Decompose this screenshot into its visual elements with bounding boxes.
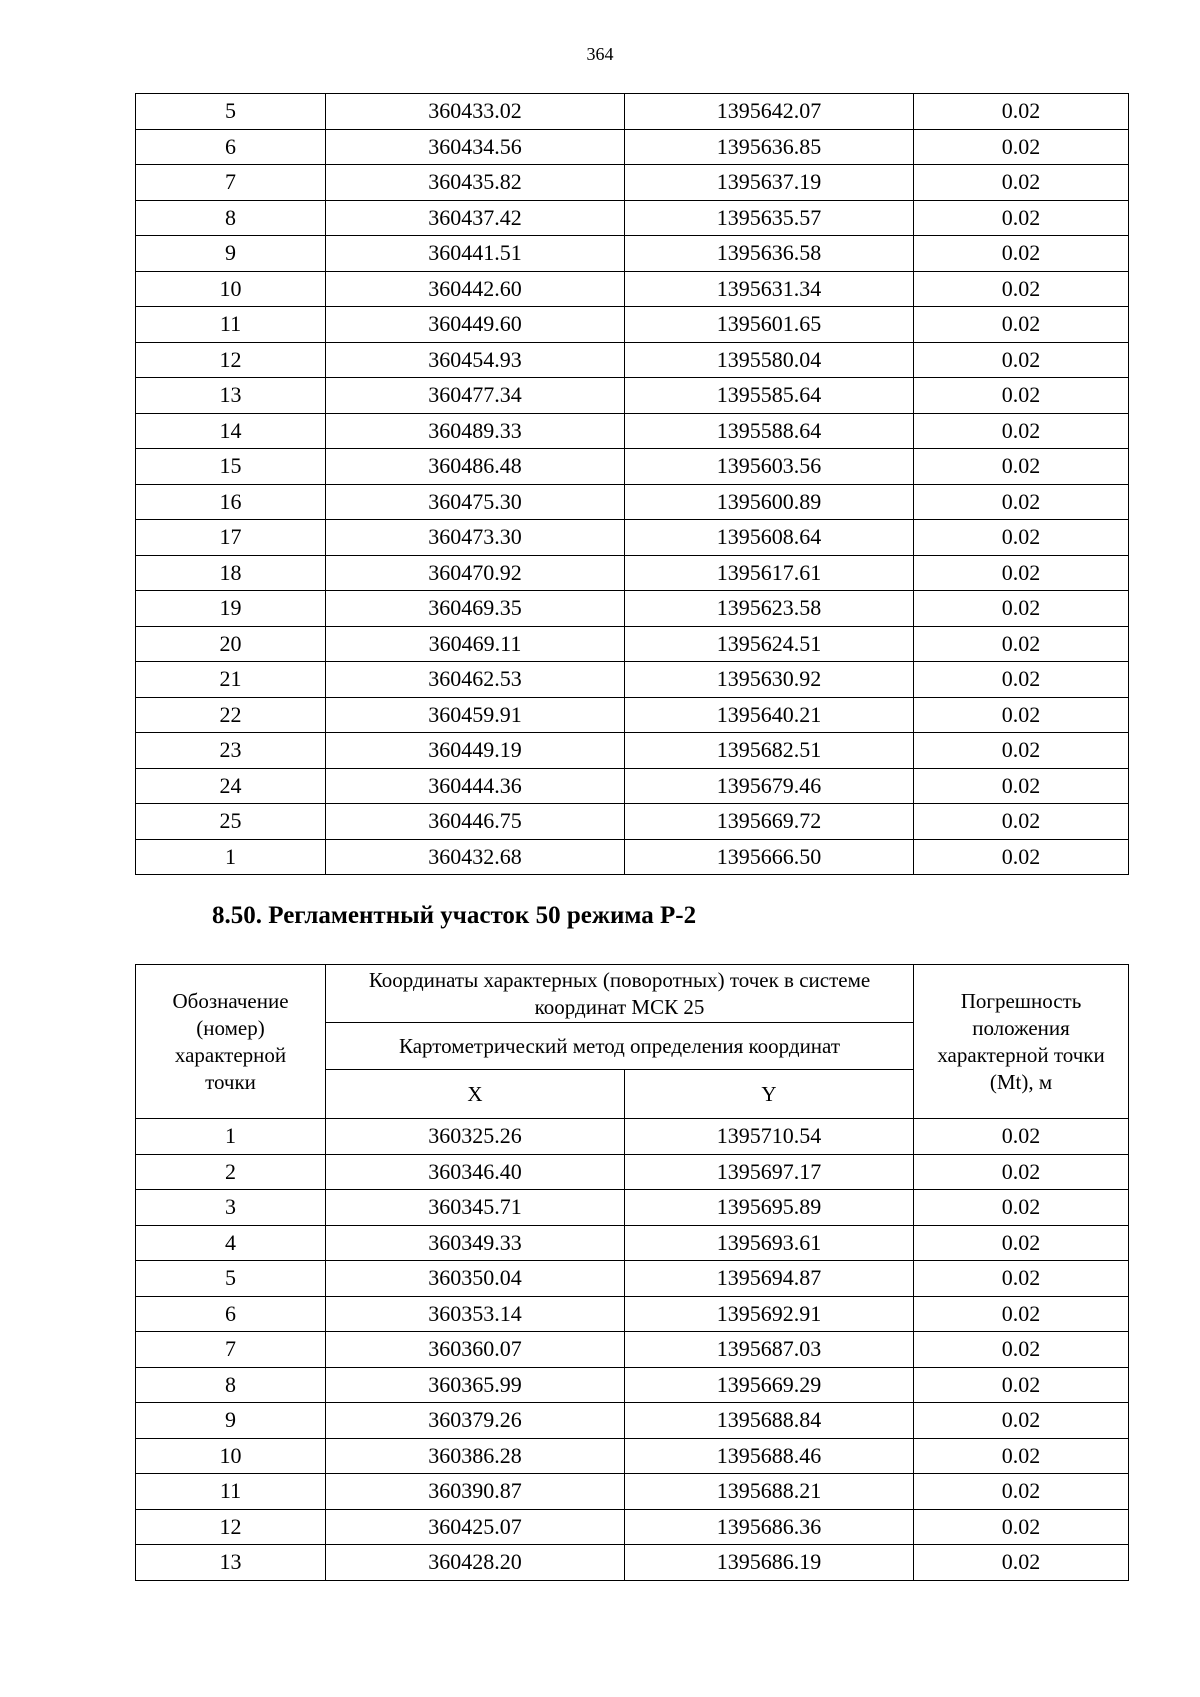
table-header xyxy=(136,965,1129,1119)
point-number-cell: 25 xyxy=(136,804,326,840)
y-coordinate-cell: 1395694.87 xyxy=(625,1261,914,1297)
accuracy-cell: 0.02 xyxy=(914,200,1129,236)
point-number-cell: 4 xyxy=(136,1225,326,1261)
table-row xyxy=(136,662,1129,698)
table-row xyxy=(136,697,1129,733)
table-row xyxy=(136,1225,1129,1261)
x-coordinate-cell: 360353.14 xyxy=(326,1296,625,1332)
accuracy-cell: 0.02 xyxy=(914,1509,1129,1545)
point-number-cell: 9 xyxy=(136,1403,326,1439)
point-number-cell: 13 xyxy=(136,378,326,414)
y-coordinate-cell: 1395631.34 xyxy=(625,271,914,307)
table-row xyxy=(136,484,1129,520)
table-row xyxy=(136,342,1129,378)
point-number-cell: 21 xyxy=(136,662,326,698)
point-number-cell: 1 xyxy=(136,1119,326,1155)
accuracy-cell: 0.02 xyxy=(914,1261,1129,1297)
table-row xyxy=(136,1154,1129,1190)
x-coordinate-cell: 360462.53 xyxy=(326,662,625,698)
y-coordinate-cell: 1395585.64 xyxy=(625,378,914,414)
x-coordinate-cell: 360428.20 xyxy=(326,1545,625,1581)
point-number-cell: 12 xyxy=(136,1509,326,1545)
header-accuracy: Погрешность положения характерной точки (Mt), м xyxy=(914,965,1129,1119)
y-coordinate-cell: 1395637.19 xyxy=(625,165,914,201)
table-row xyxy=(136,1545,1129,1581)
table-row xyxy=(136,449,1129,485)
table-row xyxy=(136,413,1129,449)
y-coordinate-cell: 1395692.91 xyxy=(625,1296,914,1332)
accuracy-cell: 0.02 xyxy=(914,1474,1129,1510)
y-coordinate-cell: 1395669.29 xyxy=(625,1367,914,1403)
accuracy-cell: 0.02 xyxy=(914,768,1129,804)
x-coordinate-cell: 360475.30 xyxy=(326,484,625,520)
x-coordinate-cell: 360449.19 xyxy=(326,733,625,769)
accuracy-cell: 0.02 xyxy=(914,839,1129,875)
table-row xyxy=(136,1474,1129,1510)
x-coordinate-cell: 360379.26 xyxy=(326,1403,625,1439)
table-row xyxy=(136,1190,1129,1226)
accuracy-cell: 0.02 xyxy=(914,1296,1129,1332)
y-coordinate-cell: 1395580.04 xyxy=(625,342,914,378)
point-number-cell: 8 xyxy=(136,200,326,236)
accuracy-cell: 0.02 xyxy=(914,591,1129,627)
x-coordinate-cell: 360360.07 xyxy=(326,1332,625,1368)
header-y: Y xyxy=(625,1070,914,1119)
table-body xyxy=(136,1119,1129,1581)
x-coordinate-cell: 360349.33 xyxy=(326,1225,625,1261)
accuracy-cell: 0.02 xyxy=(914,1332,1129,1368)
point-number-cell: 11 xyxy=(136,1474,326,1510)
point-number-cell: 19 xyxy=(136,591,326,627)
table-row xyxy=(136,94,1129,130)
point-number-cell: 5 xyxy=(136,1261,326,1297)
accuracy-cell: 0.02 xyxy=(914,342,1129,378)
accuracy-cell: 0.02 xyxy=(914,378,1129,414)
x-coordinate-cell: 360449.60 xyxy=(326,307,625,343)
x-coordinate-cell: 360346.40 xyxy=(326,1154,625,1190)
table-row xyxy=(136,591,1129,627)
x-coordinate-cell: 360433.02 xyxy=(326,94,625,130)
point-number-cell: 14 xyxy=(136,413,326,449)
table-row xyxy=(136,733,1129,769)
point-number-cell: 16 xyxy=(136,484,326,520)
accuracy-cell: 0.02 xyxy=(914,484,1129,520)
accuracy-cell: 0.02 xyxy=(914,662,1129,698)
x-coordinate-cell: 360365.99 xyxy=(326,1367,625,1403)
table-row xyxy=(136,271,1129,307)
accuracy-cell: 0.02 xyxy=(914,697,1129,733)
x-coordinate-cell: 360441.51 xyxy=(326,236,625,272)
y-coordinate-cell: 1395686.19 xyxy=(625,1545,914,1581)
y-coordinate-cell: 1395603.56 xyxy=(625,449,914,485)
accuracy-cell: 0.02 xyxy=(914,555,1129,591)
y-coordinate-cell: 1395636.58 xyxy=(625,236,914,272)
point-number-cell: 10 xyxy=(136,1438,326,1474)
y-coordinate-cell: 1395601.65 xyxy=(625,307,914,343)
x-coordinate-cell: 360442.60 xyxy=(326,271,625,307)
point-number-cell: 1 xyxy=(136,839,326,875)
x-coordinate-cell: 360469.11 xyxy=(326,626,625,662)
table-row xyxy=(136,165,1129,201)
table-row xyxy=(136,1438,1129,1474)
table-row xyxy=(136,236,1129,272)
coordinates-table-continued xyxy=(135,93,1129,875)
x-coordinate-cell: 360437.42 xyxy=(326,200,625,236)
y-coordinate-cell: 1395697.17 xyxy=(625,1154,914,1190)
y-coordinate-cell: 1395666.50 xyxy=(625,839,914,875)
y-coordinate-cell: 1395686.36 xyxy=(625,1509,914,1545)
table-row xyxy=(136,768,1129,804)
point-number-cell: 15 xyxy=(136,449,326,485)
y-coordinate-cell: 1395624.51 xyxy=(625,626,914,662)
point-number-cell: 8 xyxy=(136,1367,326,1403)
table-row xyxy=(136,1119,1129,1155)
x-coordinate-cell: 360434.56 xyxy=(326,129,625,165)
point-number-cell: 22 xyxy=(136,697,326,733)
accuracy-cell: 0.02 xyxy=(914,1119,1129,1155)
point-number-cell: 24 xyxy=(136,768,326,804)
point-number-cell: 7 xyxy=(136,1332,326,1368)
table-row xyxy=(136,1403,1129,1439)
accuracy-cell: 0.02 xyxy=(914,236,1129,272)
accuracy-cell: 0.02 xyxy=(914,1438,1129,1474)
x-coordinate-cell: 360386.28 xyxy=(326,1438,625,1474)
point-number-cell: 11 xyxy=(136,307,326,343)
y-coordinate-cell: 1395600.89 xyxy=(625,484,914,520)
x-coordinate-cell: 360470.92 xyxy=(326,555,625,591)
accuracy-cell: 0.02 xyxy=(914,626,1129,662)
y-coordinate-cell: 1395687.03 xyxy=(625,1332,914,1368)
table-row xyxy=(136,520,1129,556)
x-coordinate-cell: 360469.35 xyxy=(326,591,625,627)
x-coordinate-cell: 360454.93 xyxy=(326,342,625,378)
accuracy-cell: 0.02 xyxy=(914,129,1129,165)
y-coordinate-cell: 1395693.61 xyxy=(625,1225,914,1261)
table-row xyxy=(136,555,1129,591)
y-coordinate-cell: 1395642.07 xyxy=(625,94,914,130)
section-heading: 8.50. Регламентный участок 50 режима Р-2 xyxy=(212,902,697,929)
point-number-cell: 18 xyxy=(136,555,326,591)
header-x: X xyxy=(326,1070,625,1119)
accuracy-cell: 0.02 xyxy=(914,520,1129,556)
x-coordinate-cell: 360459.91 xyxy=(326,697,625,733)
accuracy-cell: 0.02 xyxy=(914,1190,1129,1226)
accuracy-cell: 0.02 xyxy=(914,271,1129,307)
x-coordinate-cell: 360435.82 xyxy=(326,165,625,201)
x-coordinate-cell: 360477.34 xyxy=(326,378,625,414)
header-method: Картометрический метод определения координат xyxy=(326,1023,914,1070)
accuracy-cell: 0.02 xyxy=(914,1545,1129,1581)
accuracy-cell: 0.02 xyxy=(914,1225,1129,1261)
x-coordinate-cell: 360444.36 xyxy=(326,768,625,804)
table-row xyxy=(136,626,1129,662)
table-row xyxy=(136,804,1129,840)
point-number-cell: 5 xyxy=(136,94,326,130)
accuracy-cell: 0.02 xyxy=(914,1403,1129,1439)
y-coordinate-cell: 1395635.57 xyxy=(625,200,914,236)
table-row xyxy=(136,1509,1129,1545)
point-number-cell: 17 xyxy=(136,520,326,556)
y-coordinate-cell: 1395623.58 xyxy=(625,591,914,627)
x-coordinate-cell: 360325.26 xyxy=(326,1119,625,1155)
header-point-designation: Обозначение (номер) характерной точки xyxy=(136,965,326,1119)
x-coordinate-cell: 360486.48 xyxy=(326,449,625,485)
table-row xyxy=(136,200,1129,236)
accuracy-cell: 0.02 xyxy=(914,1367,1129,1403)
point-number-cell: 6 xyxy=(136,129,326,165)
point-number-cell: 10 xyxy=(136,271,326,307)
accuracy-cell: 0.02 xyxy=(914,307,1129,343)
table-row xyxy=(136,839,1129,875)
table-row xyxy=(136,1296,1129,1332)
point-number-cell: 3 xyxy=(136,1190,326,1226)
coordinates-table-section-50 xyxy=(135,964,1129,1581)
x-coordinate-cell: 360473.30 xyxy=(326,520,625,556)
point-number-cell: 2 xyxy=(136,1154,326,1190)
x-coordinate-cell: 360489.33 xyxy=(326,413,625,449)
y-coordinate-cell: 1395679.46 xyxy=(625,768,914,804)
y-coordinate-cell: 1395636.85 xyxy=(625,129,914,165)
table-row xyxy=(136,378,1129,414)
point-number-cell: 23 xyxy=(136,733,326,769)
table-row xyxy=(136,1367,1129,1403)
y-coordinate-cell: 1395695.89 xyxy=(625,1190,914,1226)
point-number-cell: 7 xyxy=(136,165,326,201)
table-row xyxy=(136,1261,1129,1297)
x-coordinate-cell: 360432.68 xyxy=(326,839,625,875)
page-number: 364 xyxy=(586,44,614,64)
accuracy-cell: 0.02 xyxy=(914,413,1129,449)
y-coordinate-cell: 1395710.54 xyxy=(625,1119,914,1155)
y-coordinate-cell: 1395640.21 xyxy=(625,697,914,733)
accuracy-cell: 0.02 xyxy=(914,94,1129,130)
table-body xyxy=(136,94,1129,875)
x-coordinate-cell: 360425.07 xyxy=(326,1509,625,1545)
point-number-cell: 6 xyxy=(136,1296,326,1332)
y-coordinate-cell: 1395608.64 xyxy=(625,520,914,556)
point-number-cell: 9 xyxy=(136,236,326,272)
table-row xyxy=(136,307,1129,343)
header-coordinates-title: Координаты характерных (поворотных) точек в системе координат МСК 25 xyxy=(326,965,914,1023)
y-coordinate-cell: 1395688.84 xyxy=(625,1403,914,1439)
accuracy-cell: 0.02 xyxy=(914,449,1129,485)
point-number-cell: 20 xyxy=(136,626,326,662)
accuracy-cell: 0.02 xyxy=(914,804,1129,840)
y-coordinate-cell: 1395688.46 xyxy=(625,1438,914,1474)
y-coordinate-cell: 1395617.61 xyxy=(625,555,914,591)
x-coordinate-cell: 360345.71 xyxy=(326,1190,625,1226)
table-row xyxy=(136,1332,1129,1368)
y-coordinate-cell: 1395630.92 xyxy=(625,662,914,698)
point-number-cell: 13 xyxy=(136,1545,326,1581)
x-coordinate-cell: 360390.87 xyxy=(326,1474,625,1510)
y-coordinate-cell: 1395682.51 xyxy=(625,733,914,769)
accuracy-cell: 0.02 xyxy=(914,733,1129,769)
accuracy-cell: 0.02 xyxy=(914,165,1129,201)
x-coordinate-cell: 360446.75 xyxy=(326,804,625,840)
y-coordinate-cell: 1395588.64 xyxy=(625,413,914,449)
y-coordinate-cell: 1395688.21 xyxy=(625,1474,914,1510)
table-row xyxy=(136,129,1129,165)
x-coordinate-cell: 360350.04 xyxy=(326,1261,625,1297)
y-coordinate-cell: 1395669.72 xyxy=(625,804,914,840)
accuracy-cell: 0.02 xyxy=(914,1154,1129,1190)
point-number-cell: 12 xyxy=(136,342,326,378)
